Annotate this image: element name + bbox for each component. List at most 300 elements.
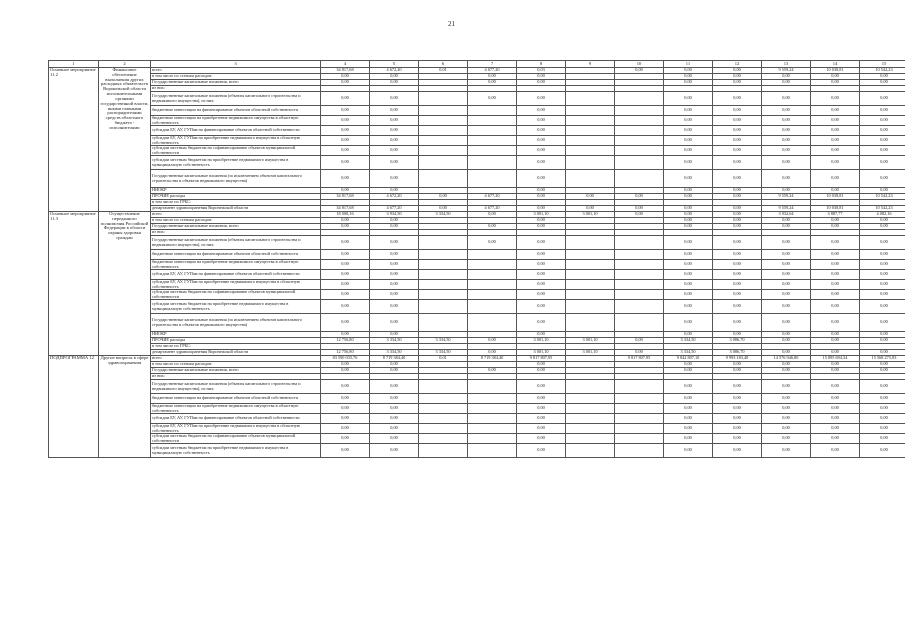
value-cell (468, 424, 517, 434)
column-header: 3 (151, 61, 321, 68)
value-cell: 0,00 (517, 314, 566, 332)
value-cell (419, 126, 468, 136)
value-cell: 0,00 (468, 212, 517, 218)
value-cell: 0,00 (517, 414, 566, 424)
value-cell: 0,00 (321, 236, 370, 250)
value-cell: 0,00 (664, 404, 713, 414)
value-cell: 0,00 (468, 92, 517, 106)
value-cell (615, 116, 664, 126)
value-cell (419, 106, 468, 116)
value-cell: 0,00 (517, 362, 566, 368)
value-cell: 0,00 (321, 362, 370, 368)
column-header: 4 (321, 61, 370, 68)
value-cell (615, 126, 664, 136)
value-cell: 18 008,16 (321, 212, 370, 218)
section-code: Основное мероприятие 11.2 (49, 68, 99, 212)
row-label: Государственные капитальные вложения (объекты капитального строительства и недвижимого имущества), из них: (151, 236, 321, 250)
value-cell (468, 434, 517, 444)
table-row (49, 434, 905, 444)
row-label: бюджетные инвестиции на приобретение недвижимого имущества в областную собственность (151, 116, 321, 126)
row-label: департамент здравоохранения Воронежской области (151, 206, 321, 212)
value-cell (468, 116, 517, 126)
value-cell: 0,00 (517, 380, 566, 394)
value-cell: 0,00 (370, 270, 419, 280)
value-cell: 0,00 (664, 136, 713, 146)
value-cell: 0,00 (517, 156, 566, 170)
value-cell: 0,00 (762, 280, 811, 290)
value-cell: 0,00 (370, 236, 419, 250)
value-cell: 0,00 (664, 106, 713, 116)
value-cell: 0,00 (370, 314, 419, 332)
value-cell: 0,00 (713, 170, 762, 188)
value-cell: 0,00 (762, 116, 811, 126)
row-label: в том числе по статьям расходов: (151, 362, 321, 368)
value-cell: 0,00 (468, 350, 517, 356)
value-cell: 0,00 (860, 218, 905, 224)
value-cell: 0,00 (517, 270, 566, 280)
value-cell: 0,00 (517, 424, 566, 434)
row-label: Государственные капитальные вложения (объекты капитального строительства и недвижимого имущества), из них: (151, 92, 321, 106)
value-cell: 0,00 (517, 194, 566, 200)
value-cell: 10 038,81 (811, 68, 860, 74)
value-cell: 0,00 (615, 350, 664, 356)
value-cell: 0,00 (762, 106, 811, 116)
value-cell: 3 001,10 (517, 350, 566, 356)
value-cell: 0,00 (811, 188, 860, 194)
value-cell: 0,00 (811, 380, 860, 394)
row-label: Государственные капитальные вложения (объекты капитального строительства и недвижимого имущества), из них: (151, 380, 321, 394)
value-cell: 0,00 (762, 332, 811, 338)
value-cell: 3 001,10 (566, 338, 615, 344)
value-cell: 0,00 (517, 74, 566, 80)
column-header: 2 (99, 61, 151, 68)
value-cell: 0,00 (811, 270, 860, 280)
value-cell: 0,00 (370, 250, 419, 260)
value-cell (468, 300, 517, 314)
value-cell: 0,00 (811, 362, 860, 368)
value-cell (566, 394, 615, 404)
value-cell: 0,00 (713, 368, 762, 374)
value-cell: 0,00 (321, 444, 370, 458)
value-cell: 0,00 (860, 424, 905, 434)
value-cell: 8 719 384,40 (370, 356, 419, 362)
value-cell: 34 817,68 (321, 68, 370, 74)
value-cell: 3 334,50 (419, 212, 468, 218)
value-cell (566, 126, 615, 136)
value-cell: 0,00 (762, 350, 811, 356)
value-cell: 0,00 (370, 290, 419, 300)
value-cell (566, 270, 615, 280)
value-cell: 0,00 (517, 170, 566, 188)
table-row (49, 146, 905, 156)
value-cell: 0,00 (860, 250, 905, 260)
value-cell: 0,00 (321, 434, 370, 444)
value-cell: 3 334,50 (370, 338, 419, 344)
value-cell: 0,00 (664, 362, 713, 368)
value-cell: 0,00 (713, 362, 762, 368)
value-cell: 0,00 (713, 332, 762, 338)
value-cell: 0,00 (860, 350, 905, 356)
value-cell: 0,00 (321, 106, 370, 116)
value-cell (615, 136, 664, 146)
row-label: субсидии БУ, АУ, ГУПам на приобретение недвижимого имущества в областную собственность (151, 280, 321, 290)
value-cell: 0,00 (713, 74, 762, 80)
value-cell (419, 280, 468, 290)
value-cell: 0,00 (517, 404, 566, 414)
row-label: всего (151, 212, 321, 218)
value-cell: 15 895 694,34 (811, 356, 860, 362)
value-cell: 0,00 (370, 362, 419, 368)
value-cell: 0,00 (713, 146, 762, 156)
value-cell: 0,00 (860, 92, 905, 106)
value-cell: 0,00 (762, 74, 811, 80)
value-cell (615, 434, 664, 444)
value-cell: 0,00 (370, 146, 419, 156)
row-label: бюджетные инвестиции на приобретение недвижимого имущества в областную собственность (151, 404, 321, 414)
value-cell: 0,00 (370, 368, 419, 374)
value-cell: 0,00 (517, 218, 566, 224)
value-cell: 0,00 (468, 74, 517, 80)
value-cell: 0,00 (860, 136, 905, 146)
value-cell (419, 260, 468, 270)
value-cell: 0,00 (713, 92, 762, 106)
row-label: в том числе по статьям расходов: (151, 74, 321, 80)
value-cell: 9 817 807,95 (517, 356, 566, 362)
value-cell: 0,00 (811, 136, 860, 146)
value-cell: 0,00 (811, 116, 860, 126)
value-cell: 3 334,50 (370, 350, 419, 356)
value-cell: 0,00 (664, 300, 713, 314)
value-cell (419, 300, 468, 314)
section-code: Основное мероприятие 11.3 (49, 212, 99, 356)
row-label: субсидии БУ, АУ, ГУПам на приобретение недвижимого имущества в областную собственность (151, 136, 321, 146)
column-header: 1 (49, 61, 99, 68)
value-cell: 0,00 (664, 270, 713, 280)
value-cell (419, 394, 468, 404)
value-cell: 0,00 (664, 414, 713, 424)
value-cell (615, 380, 664, 394)
value-cell: 0,00 (419, 194, 468, 200)
value-cell: 0,00 (321, 424, 370, 434)
row-label: бюджетные инвестиции на приобретение недвижимого имущества в областную собственность (151, 260, 321, 270)
value-cell: 4 677,20 (468, 206, 517, 212)
value-cell (468, 136, 517, 146)
value-cell: 0,00 (664, 170, 713, 188)
value-cell: 0,00 (517, 280, 566, 290)
value-cell: 0,00 (321, 368, 370, 374)
value-cell (566, 380, 615, 394)
value-cell: 0,00 (713, 224, 762, 230)
value-cell: 0,00 (860, 156, 905, 170)
value-cell: 0,00 (321, 74, 370, 80)
value-cell: 0,00 (713, 314, 762, 332)
row-label: НИОКР (151, 188, 321, 194)
value-cell (566, 170, 615, 188)
value-cell: 0,00 (713, 136, 762, 146)
value-cell: 0,00 (517, 394, 566, 404)
value-cell: 0,00 (321, 314, 370, 332)
table-row (49, 126, 905, 136)
value-cell (615, 424, 664, 434)
value-cell: 0,00 (370, 74, 419, 80)
value-cell: 0,00 (762, 80, 811, 86)
value-cell: 0,00 (370, 444, 419, 458)
row-label: субсидии БУ, АУ, ГУПам на финансирование объектов областной собственности (151, 414, 321, 424)
value-cell: 0,00 (517, 92, 566, 106)
column-number-row (49, 61, 905, 68)
row-label: всего (151, 356, 321, 362)
value-cell: 0,00 (811, 394, 860, 404)
value-cell: 3 086,70 (713, 350, 762, 356)
value-cell: 0,00 (615, 338, 664, 344)
value-cell: 0,00 (860, 270, 905, 280)
value-cell (468, 290, 517, 300)
value-cell (615, 314, 664, 332)
row-label: бюджетные инвестиции на финансирование объектов областной собственности (151, 394, 321, 404)
value-cell: 0,00 (860, 414, 905, 424)
value-cell: 3 086,70 (713, 338, 762, 344)
value-cell: 0,00 (762, 414, 811, 424)
value-cell: 0,00 (860, 338, 905, 344)
value-cell: 0,00 (713, 424, 762, 434)
table-row (49, 394, 905, 404)
value-cell: 3 934,50 (370, 212, 419, 218)
value-cell: 14 576 946,80 (762, 356, 811, 362)
value-cell: 0,00 (860, 188, 905, 194)
column-header: 10 (615, 61, 664, 68)
value-cell: 0,00 (664, 218, 713, 224)
value-cell: 9 993 183,40 (713, 356, 762, 362)
column-header: 11 (664, 61, 713, 68)
row-label: из них: (151, 86, 321, 92)
value-cell (566, 260, 615, 270)
value-cell: 4 082,16 (860, 212, 905, 218)
value-cell: 0,00 (811, 170, 860, 188)
column-header: 13 (762, 61, 811, 68)
value-cell: 0,00 (860, 368, 905, 374)
value-cell: 0,00 (517, 332, 566, 338)
value-cell: 10 038,81 (811, 194, 860, 200)
column-header: 8 (517, 61, 566, 68)
value-cell: 0,00 (860, 314, 905, 332)
value-cell: 0,00 (811, 434, 860, 444)
value-cell: 0,00 (321, 380, 370, 394)
value-cell: 9 842 807,10 (664, 356, 713, 362)
value-cell (419, 314, 468, 332)
column-header: 12 (713, 61, 762, 68)
value-cell: 0,00 (370, 92, 419, 106)
value-cell: 0,00 (517, 236, 566, 250)
row-label: субсидии БУ, АУ, ГУПам на финансирование объектов областной собственности (151, 126, 321, 136)
value-cell: 0,00 (370, 80, 419, 86)
value-cell: 0,00 (713, 156, 762, 170)
value-cell (468, 106, 517, 116)
value-cell: 0,00 (517, 224, 566, 230)
value-cell: 0,00 (811, 92, 860, 106)
table-row (49, 380, 905, 394)
value-cell (615, 156, 664, 170)
value-cell: 0,00 (321, 218, 370, 224)
table-row (49, 414, 905, 424)
value-cell (566, 414, 615, 424)
value-cell (615, 300, 664, 314)
value-cell: 0,00 (811, 280, 860, 290)
row-label: субсидии местным бюджетам на приобретение недвижимого имущества в муниципальную собственность (151, 300, 321, 314)
value-cell (468, 146, 517, 156)
value-cell: 0,00 (664, 424, 713, 434)
value-cell: 0,00 (321, 414, 370, 424)
value-cell: 0,00 (468, 368, 517, 374)
value-cell (615, 270, 664, 280)
value-cell: 0,00 (468, 80, 517, 86)
value-cell: 0,00 (860, 362, 905, 368)
value-cell: 0,00 (517, 434, 566, 444)
value-cell (615, 404, 664, 414)
value-cell: 0,00 (321, 188, 370, 194)
value-cell (566, 404, 615, 414)
row-label: в том числе по ГРБС: (151, 344, 321, 350)
value-cell: 0,00 (370, 380, 419, 394)
row-label: в том числе по ГРБС: (151, 200, 321, 206)
value-cell (468, 260, 517, 270)
value-cell: 0,00 (811, 224, 860, 230)
value-cell: 0,00 (664, 368, 713, 374)
value-cell (468, 314, 517, 332)
value-cell: 0,00 (811, 368, 860, 374)
value-cell: 0,00 (860, 170, 905, 188)
column-header: 6 (419, 61, 468, 68)
value-cell: 0,00 (713, 300, 762, 314)
value-cell: 0,00 (321, 260, 370, 270)
value-cell: 0,00 (664, 380, 713, 394)
value-cell: 0,00 (811, 338, 860, 344)
value-cell: 4 672,20 (370, 68, 419, 74)
value-cell: 0,00 (370, 394, 419, 404)
value-cell: 0,00 (664, 68, 713, 74)
value-cell (566, 92, 615, 106)
value-cell: 3 887,77 (811, 212, 860, 218)
value-cell: 0,00 (811, 300, 860, 314)
value-cell: 0,00 (517, 368, 566, 374)
page-number: 21 (448, 20, 455, 28)
value-cell: 0,00 (321, 300, 370, 314)
value-cell: 0,00 (860, 434, 905, 444)
value-cell (566, 434, 615, 444)
value-cell: 0,00 (664, 188, 713, 194)
value-cell: 0,00 (713, 380, 762, 394)
row-label: департамент здравоохранения Воронежской области (151, 350, 321, 356)
value-cell: 0,00 (370, 332, 419, 338)
value-cell: 0,00 (762, 362, 811, 368)
row-label: ПРОЧИЕ расходы (151, 194, 321, 200)
value-cell: 0,00 (860, 146, 905, 156)
value-cell: 0,00 (321, 80, 370, 86)
value-cell (468, 126, 517, 136)
section-code: ПОДПРОГРАММА 12 (49, 356, 99, 458)
value-cell: 0,00 (860, 116, 905, 126)
value-cell: 0,00 (713, 126, 762, 136)
value-cell: 0,00 (762, 156, 811, 170)
value-cell: 0,00 (321, 116, 370, 126)
value-cell (468, 250, 517, 260)
value-cell: 0,00 (762, 218, 811, 224)
value-cell: 3 001,10 (566, 212, 615, 218)
value-cell: 0,00 (321, 136, 370, 146)
value-cell: 0,00 (664, 434, 713, 444)
value-cell: 10 542,23 (860, 194, 905, 200)
value-cell (615, 106, 664, 116)
value-cell: 0,00 (713, 434, 762, 444)
value-cell: 0,00 (321, 92, 370, 106)
value-cell: 0,00 (811, 236, 860, 250)
value-cell (566, 280, 615, 290)
value-cell: 0,00 (517, 136, 566, 146)
value-cell: 0,00 (713, 260, 762, 270)
row-label: субсидии местным бюджетам на софинансирование объектов муниципальной собственности (151, 434, 321, 444)
value-cell: 0,00 (321, 250, 370, 260)
value-cell: 0,00 (713, 404, 762, 414)
value-cell: 0,00 (517, 206, 566, 212)
value-cell (419, 290, 468, 300)
value-cell: 0,00 (664, 236, 713, 250)
value-cell: 0,00 (566, 194, 615, 200)
value-cell: 0,00 (762, 444, 811, 458)
value-cell: 10 038,81 (811, 206, 860, 212)
value-cell: 0,00 (321, 332, 370, 338)
value-cell (566, 424, 615, 434)
row-label: НИОКР (151, 332, 321, 338)
value-cell: 0,00 (860, 300, 905, 314)
value-cell: 0,00 (321, 224, 370, 230)
row-label: из них: (151, 230, 321, 236)
value-cell: 0,00 (517, 126, 566, 136)
value-cell: 0,00 (468, 236, 517, 250)
value-cell: 0,00 (321, 394, 370, 404)
value-cell: 0,00 (713, 188, 762, 194)
value-cell: 0,00 (860, 106, 905, 116)
value-cell (468, 404, 517, 414)
value-cell: 0,00 (517, 80, 566, 86)
value-cell (468, 270, 517, 280)
value-cell: 0,00 (370, 300, 419, 314)
value-cell: 0,00 (370, 434, 419, 444)
value-cell: 0,00 (664, 314, 713, 332)
value-cell (468, 394, 517, 404)
value-cell: 8 719 384,40 (468, 356, 517, 362)
row-label: в том числе по статьям расходов: (151, 218, 321, 224)
value-cell: 0,00 (517, 146, 566, 156)
value-cell (615, 394, 664, 404)
value-cell (468, 156, 517, 170)
value-cell (468, 280, 517, 290)
value-cell: 0,00 (517, 250, 566, 260)
value-cell: 0,00 (762, 434, 811, 444)
value-cell: 0,00 (762, 236, 811, 250)
table-row (49, 444, 905, 458)
value-cell: 0,00 (615, 194, 664, 200)
value-cell: 4 677,20 (468, 68, 517, 74)
table-row (49, 404, 905, 414)
value-cell: 0,00 (860, 74, 905, 80)
value-cell: 0,00 (811, 404, 860, 414)
value-cell: 0,00 (517, 188, 566, 194)
value-cell: 0,00 (762, 126, 811, 136)
value-cell: 9 559,24 (762, 68, 811, 74)
value-cell: 0,00 (762, 270, 811, 280)
value-cell: 0,00 (321, 146, 370, 156)
value-cell: 0,00 (713, 206, 762, 212)
value-cell: 0,00 (321, 270, 370, 280)
